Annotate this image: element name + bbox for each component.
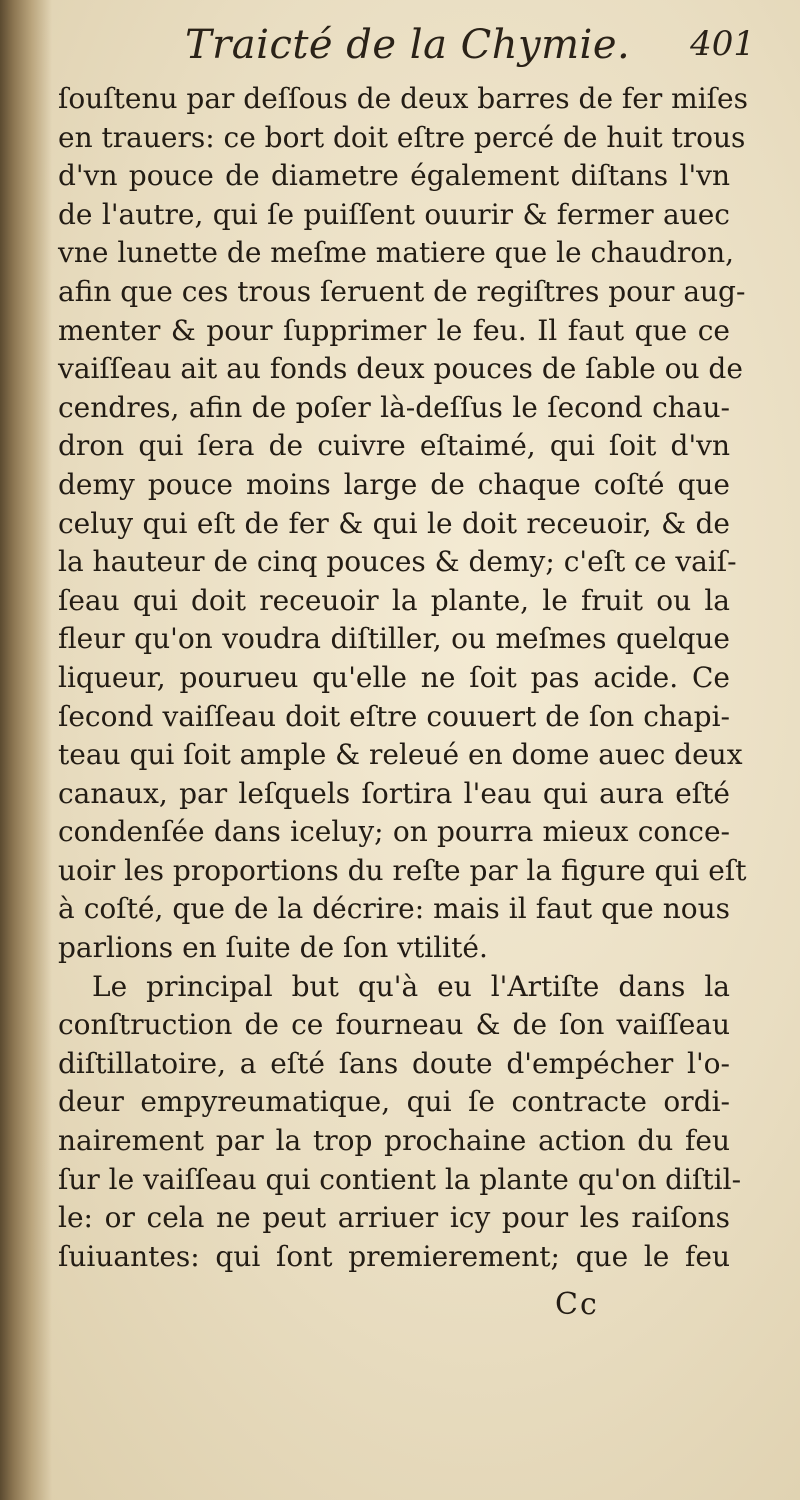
- text-line: vaiſſeau ait au fonds deux pouces de ſable ou de: [58, 352, 743, 386]
- text-line: diſtillatoire, a eſté ſans doute d'empécher l'o-: [58, 1046, 730, 1080]
- text-line: teau qui ſoit ample & releué en dome auec deux: [58, 738, 743, 772]
- text-line: celuy qui eſt de fer & qui le doit receuoir, & de: [58, 506, 730, 540]
- text-line: à coſté, que de la décrire: mais il faut que nous: [58, 892, 730, 926]
- text-line: canaux, par leſquels ſortira l'eau qui aura eſté: [58, 776, 730, 810]
- text-line: ſouſtenu par deſſous de deux barres de fer miſes: [58, 82, 748, 115]
- text-line: de l'autre, qui ſe puiſſent ouurir & fermer auec: [58, 197, 730, 231]
- text-line: demy pouce moins large de chaque coſté que: [58, 467, 730, 501]
- signature-mark: Cc: [555, 1287, 599, 1322]
- text-line: ſecond vaiſſeau doit eſtre couuert de ſon chapi-: [58, 699, 730, 733]
- text-line: deur empyreumatique, qui ſe contracte ordi-: [58, 1085, 730, 1119]
- text-line: conſtruction de ce fourneau & de ſon vaiſſeau: [58, 1008, 730, 1042]
- text-line: ſuiuantes: qui ſont premierement; que le feu: [58, 1239, 730, 1273]
- binding-gutter: [0, 0, 52, 1500]
- text-line: fleur qu'on voudra diſtiller, ou meſmes quelque: [58, 622, 730, 656]
- text-line: ſur le vaiſſeau qui contient la plante qu'on diſtil-: [58, 1162, 742, 1196]
- text-line: menter & pour ſupprimer le feu. Il faut que ce: [58, 313, 730, 347]
- text-line: ſeau qui doit receuoir la plante, le fruit ou la: [58, 583, 730, 617]
- page-number: 401: [690, 24, 755, 64]
- text-line: condenſée dans iceluy; on pourra mieux conce-: [58, 815, 730, 849]
- text-line-paragraph-end: parlions en ſuite de ſon vtilité.: [58, 931, 488, 965]
- text-line: d'vn pouce de diametre également diſtans l'vn: [58, 159, 730, 193]
- text-line: uoir les proportions du reſte par la figure qui eſt: [58, 853, 747, 887]
- text-line: en trauers: ce bort doit eſtre percé de huit trous: [58, 120, 746, 154]
- text-line: le: or cela ne peut arriuer icy pour les raiſons: [58, 1201, 730, 1235]
- text-line: dron qui ſera de cuivre eſtaimé, qui ſoit d'vn: [58, 429, 730, 463]
- text-line: liqueur, pourueu qu'elle ne ſoit pas acide. Ce: [58, 660, 730, 694]
- text-line: cendres, afin de poſer là-deſſus le ſecond chau-: [58, 390, 730, 424]
- running-title: Traicté de la Chymie.: [185, 22, 631, 68]
- text-line: vne lunette de meſme matiere que le chaudron,: [58, 236, 735, 270]
- text-line: afin que ces trous ſeruent de regiſtres pour aug-: [58, 274, 746, 308]
- text-line-paragraph-start: Le principal but qu'à eu l'Artiſte dans la: [92, 969, 730, 1003]
- page-header: [185, 22, 755, 78]
- text-line: nairement par la trop prochaine action du feu: [58, 1124, 730, 1158]
- body-text: [58, 80, 748, 1276]
- text-line: la hauteur de cinq pouces & demy; c'eſt ce vaiſ-: [58, 545, 737, 579]
